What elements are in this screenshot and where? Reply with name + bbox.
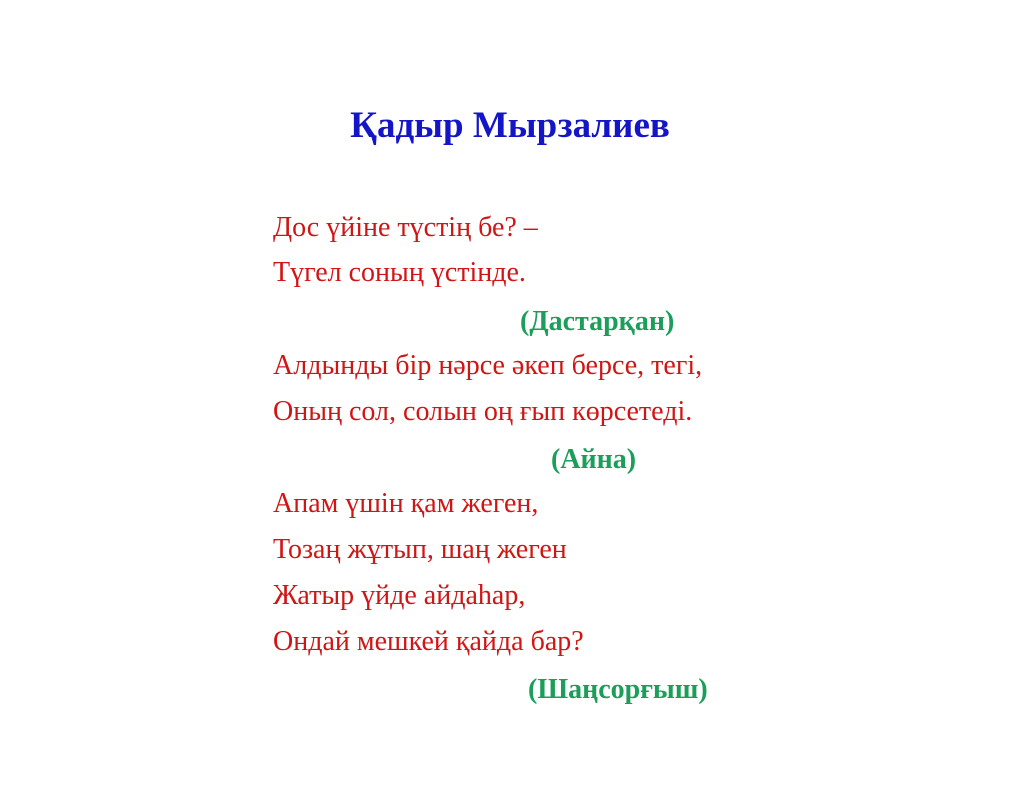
riddle-1-line-2: Түгел соның үстінде. [273, 257, 526, 288]
riddle-1-line-1: Дос үйіне түстің бе? – [273, 212, 538, 243]
riddle-3-line-4: Ондай мешкей қайда бар? [273, 626, 584, 657]
riddle-1-answer: (Дастарқан) [520, 306, 675, 337]
riddle-3-answer: (Шаңсорғыш) [528, 674, 708, 705]
page-title: Қадыр Мырзалиев [350, 105, 670, 146]
riddle-3-line-2: Тозаң жұтып, шаң жеген [273, 534, 567, 565]
riddle-2-line-2: Оның сол, солын оң ғып көрсетеді. [273, 396, 693, 427]
riddle-3-line-3: Жатыр үйде айдаһар, [273, 580, 526, 611]
riddle-2-answer: (Айна) [551, 444, 637, 475]
riddle-2-line-1: Алдынды бір нәрсе әкеп берсе, тегі, [273, 350, 703, 381]
riddle-3-line-1: Апам үшін қам жеген, [273, 488, 539, 519]
